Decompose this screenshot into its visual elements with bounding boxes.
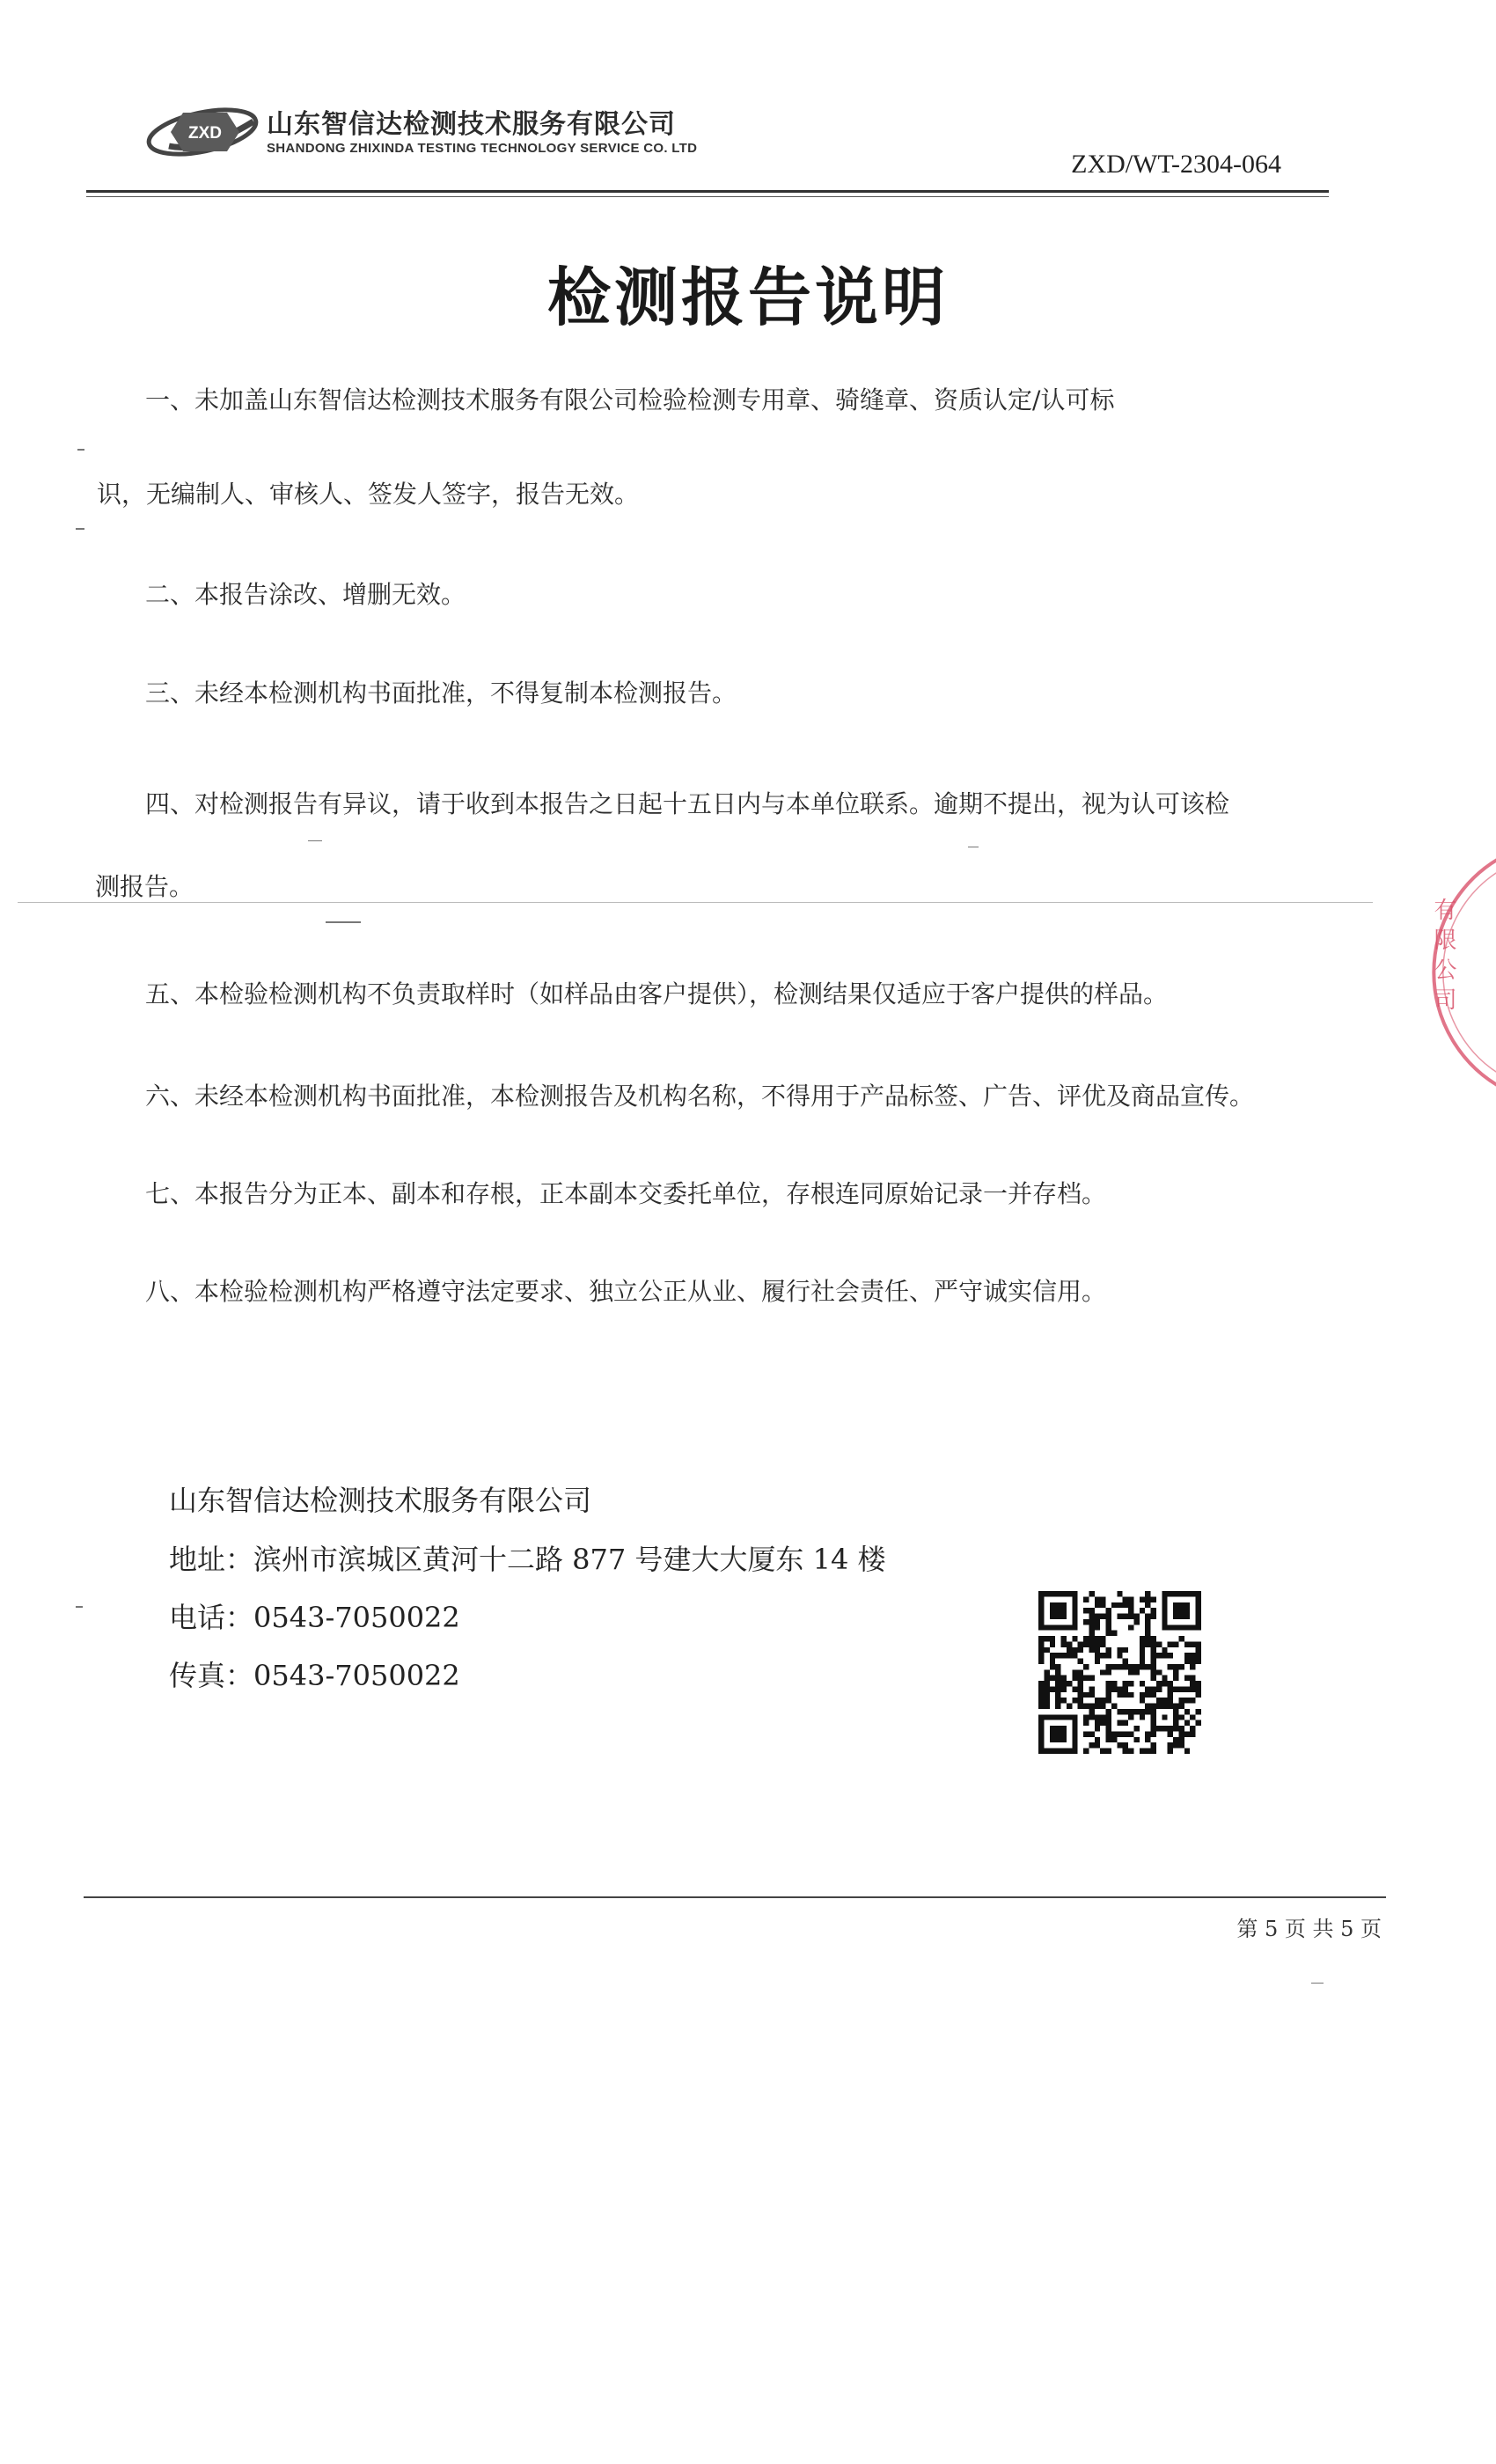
paragraph-1-line-1: 一、未加盖山东智信达检测技术服务有限公司检验检测专用章、骑缝章、资质认定/认可标 [145, 385, 1115, 414]
company-logo [141, 95, 264, 165]
qr-code [1038, 1591, 1201, 1754]
paragraph-4-line-1: 四、对检测报告有异议，请于收到本报告之日起十五日内与本单位联系。逾期不提出，视为认可该检 [145, 789, 1230, 818]
paragraph-4-line-2: 测报告。 [95, 872, 194, 901]
contact-address: 地址：滨州市滨城区黄河十二路 877 号建大大厦东 14 楼 [169, 1543, 886, 1576]
logo-text: ZXD [188, 124, 222, 143]
scan-speck [76, 1606, 83, 1608]
page-number: 第 5 页 共 5 页 [1236, 1917, 1382, 1941]
footer-divider [84, 1896, 1386, 1898]
page-title: 检测报告说明 [546, 260, 949, 334]
scan-speck [77, 449, 84, 451]
scan-speck [1311, 1983, 1324, 1984]
contact-fax: 传真：0543-7050022 [169, 1659, 460, 1692]
header-divider-thin [86, 196, 1329, 197]
contact-phone: 电话：0543-7050022 [169, 1601, 460, 1634]
stamp-text: 有限公司 [1430, 898, 1456, 1017]
paragraph-2: 二、本报告涂改、增删无效。 [145, 580, 466, 609]
scan-speck [76, 528, 84, 530]
official-seal-stamp [1408, 845, 1496, 1100]
report-code: ZXD/WT-2304-064 [1071, 150, 1281, 179]
scan-speck [308, 840, 322, 841]
header-divider [86, 190, 1329, 193]
paragraph-7: 七、本报告分为正本、副本和存根，正本副本交委托单位，存根连同原始记录一并存档。 [145, 1179, 1107, 1208]
scan-line [18, 902, 1373, 903]
company-name-en: SHANDONG ZHIXINDA TESTING TECHNOLOGY SERVICE CO. LTD [267, 141, 698, 156]
paragraph-5: 五、本检验检测机构不负责取样时（如样品由客户提供），检测结果仅适应于客户提供的样品。 [145, 979, 1169, 1008]
contact-company-name: 山东智信达检测技术服务有限公司 [169, 1484, 592, 1517]
paragraph-6: 六、未经本检测机构书面批准，本检测报告及机构名称，不得用于产品标签、广告、评优及商品宣传。 [145, 1082, 1255, 1111]
paragraph-3: 三、未经本检测机构书面批准，不得复制本检测报告。 [145, 678, 737, 708]
company-name-cn: 山东智信达检测技术服务有限公司 [267, 109, 676, 140]
scan-speck [326, 921, 361, 923]
paragraph-1-line-2: 识，无编制人、审核人、签发人签字，报告无效。 [97, 480, 640, 509]
paragraph-8: 八、本检验检测机构严格遵守法定要求、独立公正从业、履行社会责任、严守诚实信用。 [145, 1277, 1107, 1306]
